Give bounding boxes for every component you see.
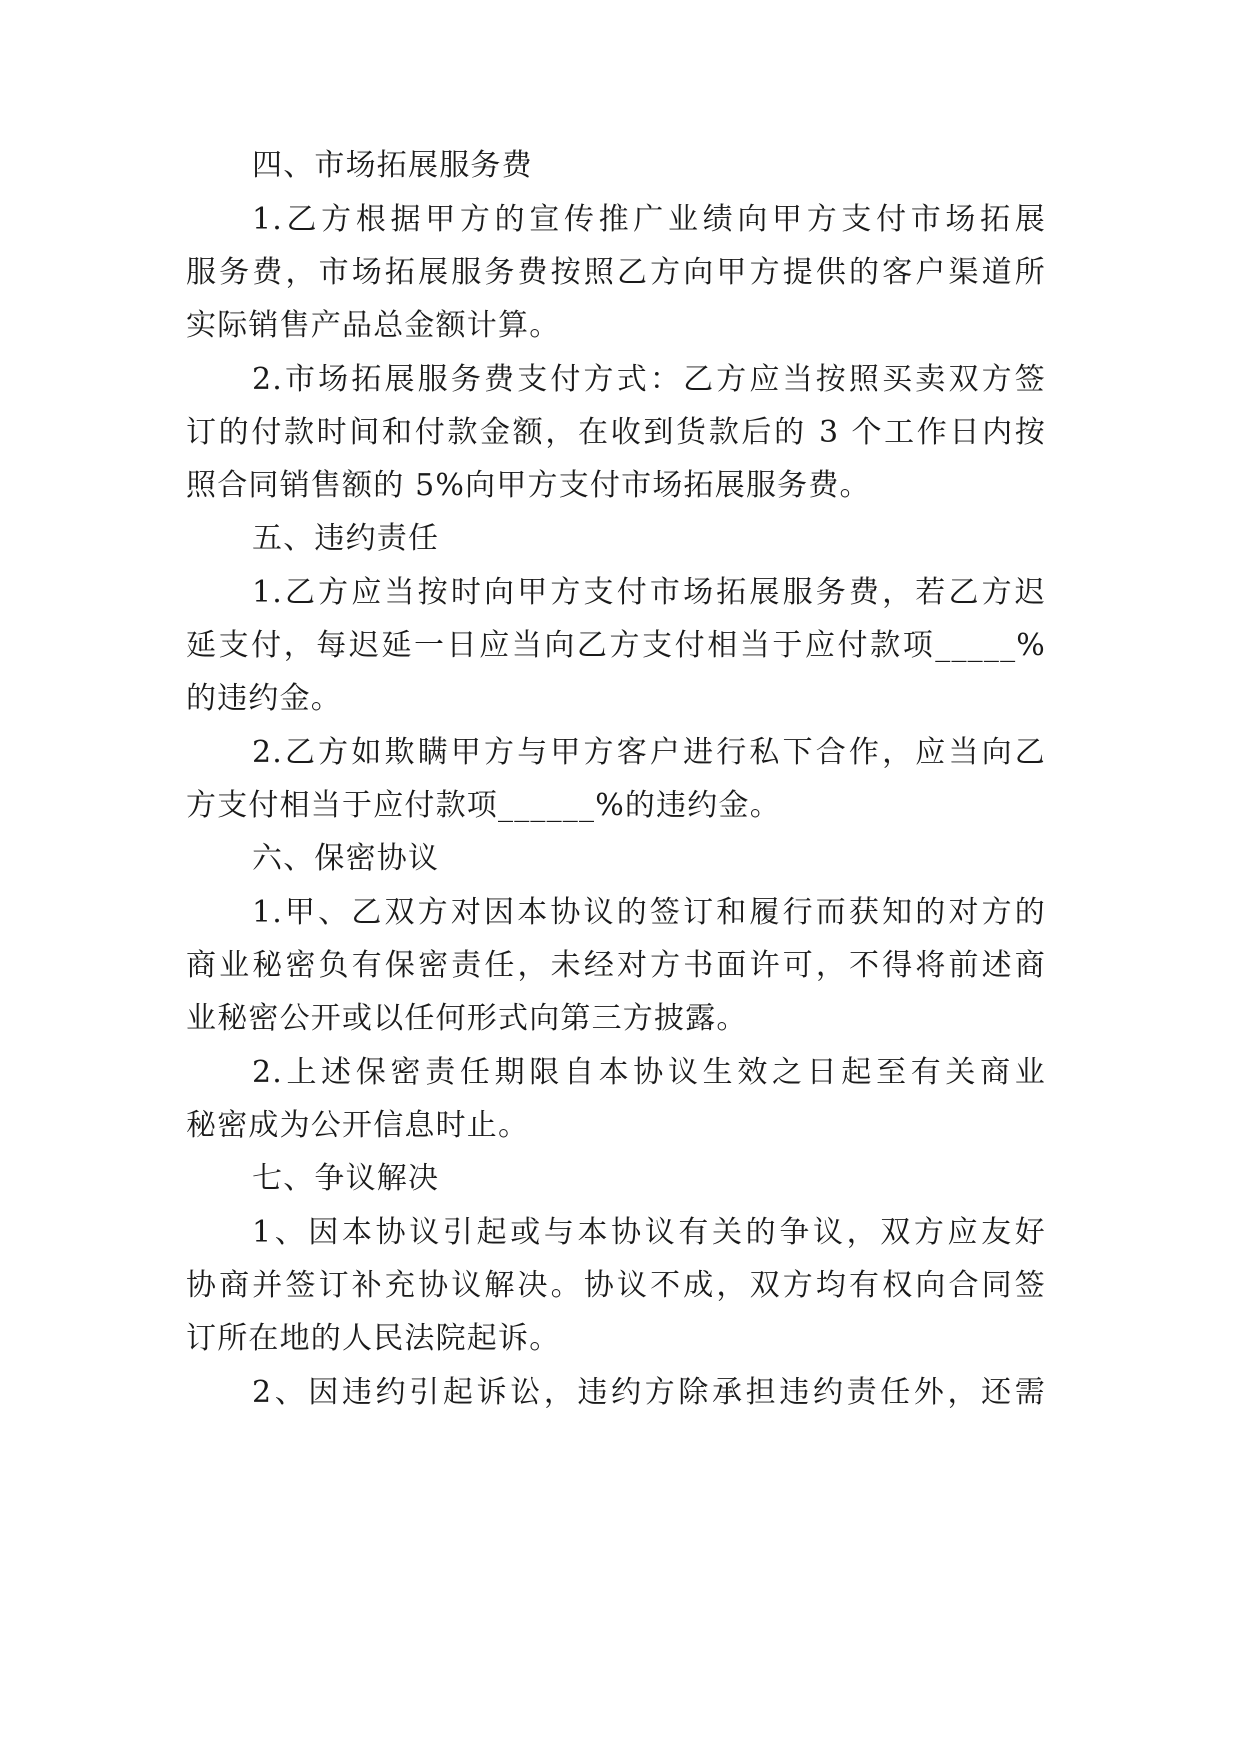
paragraph-line: 1.乙方应当按时向甲方支付市场拓展服务费，若乙方迟 [252,575,1046,610]
paragraph-line: 方支付相当于应付款项______%的违约金。 [186,788,781,823]
paragraph-line: 服务费，市场拓展服务费按照乙方向甲方提供的客户渠道所 [186,255,1046,290]
paragraph-line: 订的付款时间和付款金额，在收到货款后的 3 个工作日内按 [186,415,1046,450]
paragraph-line: 订所在地的人民法院起诉。 [186,1321,561,1356]
section-heading-6: 六、保密协议 [252,841,440,876]
paragraph-line: 2.上述保密责任期限自本协议生效之日起至有关商业 [252,1055,1046,1090]
paragraph-line: 2.市场拓展服务费支付方式：乙方应当按照买卖双方签 [252,362,1046,397]
paragraph-line: 2.乙方如欺瞒甲方与甲方客户进行私下合作，应当向乙 [252,735,1046,770]
paragraph-line: 1、因本协议引起或与本协议有关的争议，双方应友好 [252,1215,1046,1250]
paragraph-line: 商业秘密负有保密责任，未经对方书面许可，不得将前述商 [186,948,1046,983]
section-heading-7: 七、争议解决 [252,1161,440,1196]
paragraph-line: 实际销售产品总金额计算。 [186,308,561,343]
section-heading-5: 五、违约责任 [252,521,440,556]
section-heading-4: 四、市场拓展服务费 [252,148,533,183]
paragraph-line: 业秘密公开或以任何形式向第三方披露。 [186,1001,748,1036]
paragraph-line: 延支付，每迟延一日应当向乙方支付相当于应付款项_____% [186,628,1046,663]
paragraph-line: 的违约金。 [186,681,342,716]
paragraph-line: 2、因违约引起诉讼，违约方除承担违约责任外，还需 [252,1375,1046,1410]
paragraph-line: 1.甲、乙双方对因本协议的签订和履行而获知的对方的 [252,895,1046,930]
paragraph-line: 1.乙方根据甲方的宣传推广业绩向甲方支付市场拓展 [252,202,1046,237]
paragraph-line: 秘密成为公开信息时止。 [186,1108,530,1143]
paragraph-line: 照合同销售额的 5%向甲方支付市场拓展服务费。 [186,468,871,503]
paragraph-line: 协商并签订补充协议解决。协议不成，双方均有权向合同签 [186,1268,1046,1303]
